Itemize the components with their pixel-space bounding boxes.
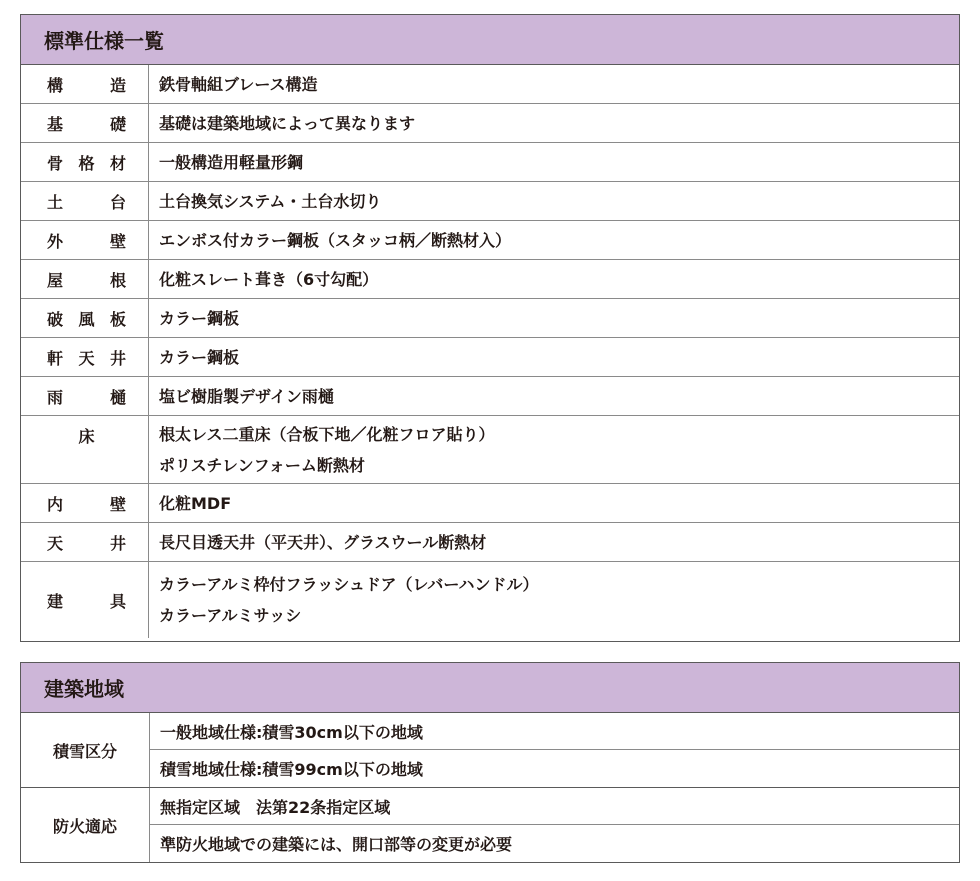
spec-table-title: 標準仕様一覧 bbox=[21, 15, 959, 65]
spec-row-interior-wall bbox=[21, 484, 959, 523]
spec-value: カラー鋼板 bbox=[159, 308, 240, 328]
area-label: 積雪区分 bbox=[21, 713, 150, 787]
area-row-fire bbox=[21, 788, 959, 862]
area-value: 一般地域仕様:積雪30cm以下の地域 bbox=[150, 713, 959, 750]
spec-label: 床 bbox=[21, 416, 149, 483]
spec-row-bargeboard bbox=[21, 299, 959, 338]
spec-value: 化粧MDF bbox=[159, 493, 232, 513]
spec-value: カラー鋼板 bbox=[159, 347, 240, 367]
area-row-snow bbox=[21, 713, 959, 788]
building-area-table bbox=[20, 662, 960, 863]
spec-label: 骨 格 材 bbox=[21, 143, 149, 181]
spec-row-fittings bbox=[21, 562, 959, 638]
spec-value: 化粧スレート葺き（6寸勾配） bbox=[159, 269, 379, 289]
spec-value: 塩ビ樹脂製デザイン雨樋 bbox=[159, 386, 334, 406]
standard-spec-table bbox=[20, 14, 960, 642]
spec-label: 構 造 bbox=[21, 65, 149, 103]
area-value: 無指定区域 法第22条指定区域 bbox=[150, 788, 959, 825]
spec-value: カラーアルミ枠付フラッシュドア（レバーハンドル） カラーアルミサッシ bbox=[159, 575, 539, 625]
spec-row-floor bbox=[21, 416, 959, 484]
spec-label: 屋 根 bbox=[21, 260, 149, 298]
spec-label: 内 壁 bbox=[21, 484, 149, 522]
spec-row-exterior-wall bbox=[21, 221, 959, 260]
spec-row-foundation bbox=[21, 104, 959, 143]
spec-value: 基礎は建築地域によって異なります bbox=[159, 113, 416, 133]
spec-value: 一般構造用軽量形鋼 bbox=[159, 152, 304, 172]
spec-row-sill bbox=[21, 182, 959, 221]
spec-label: 軒 天 井 bbox=[21, 338, 149, 376]
spec-value: 鉄骨軸組ブレース構造 bbox=[159, 74, 318, 94]
spec-row-eaves-ceiling bbox=[21, 338, 959, 377]
spec-row-gutter bbox=[21, 377, 959, 416]
spec-label: 建 具 bbox=[21, 562, 149, 638]
spec-row-roof bbox=[21, 260, 959, 299]
spec-row-structure bbox=[21, 65, 959, 104]
spec-label: 基 礎 bbox=[21, 104, 149, 142]
area-value: 準防火地域での建築には、開口部等の変更が必要 bbox=[160, 835, 513, 854]
spec-label: 天 井 bbox=[21, 523, 149, 561]
spec-label: 土 台 bbox=[21, 182, 149, 220]
spec-value: 長尺目透天井（平天井）、グラスウール断熱材 bbox=[159, 532, 487, 552]
area-values bbox=[150, 788, 959, 862]
spec-value: 根太レス二重床（合板下地／化粧フロア貼り） ポリスチレンフォーム断熱材 bbox=[159, 424, 495, 475]
spec-label: 破 風 板 bbox=[21, 299, 149, 337]
spec-value: エンボス付カラー鋼板（スタッコ柄／断熱材入） bbox=[159, 230, 512, 250]
spec-label: 雨 樋 bbox=[21, 377, 149, 415]
area-label: 防火適応 bbox=[21, 788, 150, 862]
area-value: 積雪地域仕様:積雪99cm以下の地域 bbox=[160, 760, 423, 779]
spec-row-frame bbox=[21, 143, 959, 182]
spec-label: 外 壁 bbox=[21, 221, 149, 259]
area-table-title: 建築地域 bbox=[21, 663, 959, 713]
area-values bbox=[150, 713, 959, 787]
spec-row-ceiling bbox=[21, 523, 959, 562]
spec-value: 土台換気システム・土台水切り bbox=[159, 191, 382, 211]
